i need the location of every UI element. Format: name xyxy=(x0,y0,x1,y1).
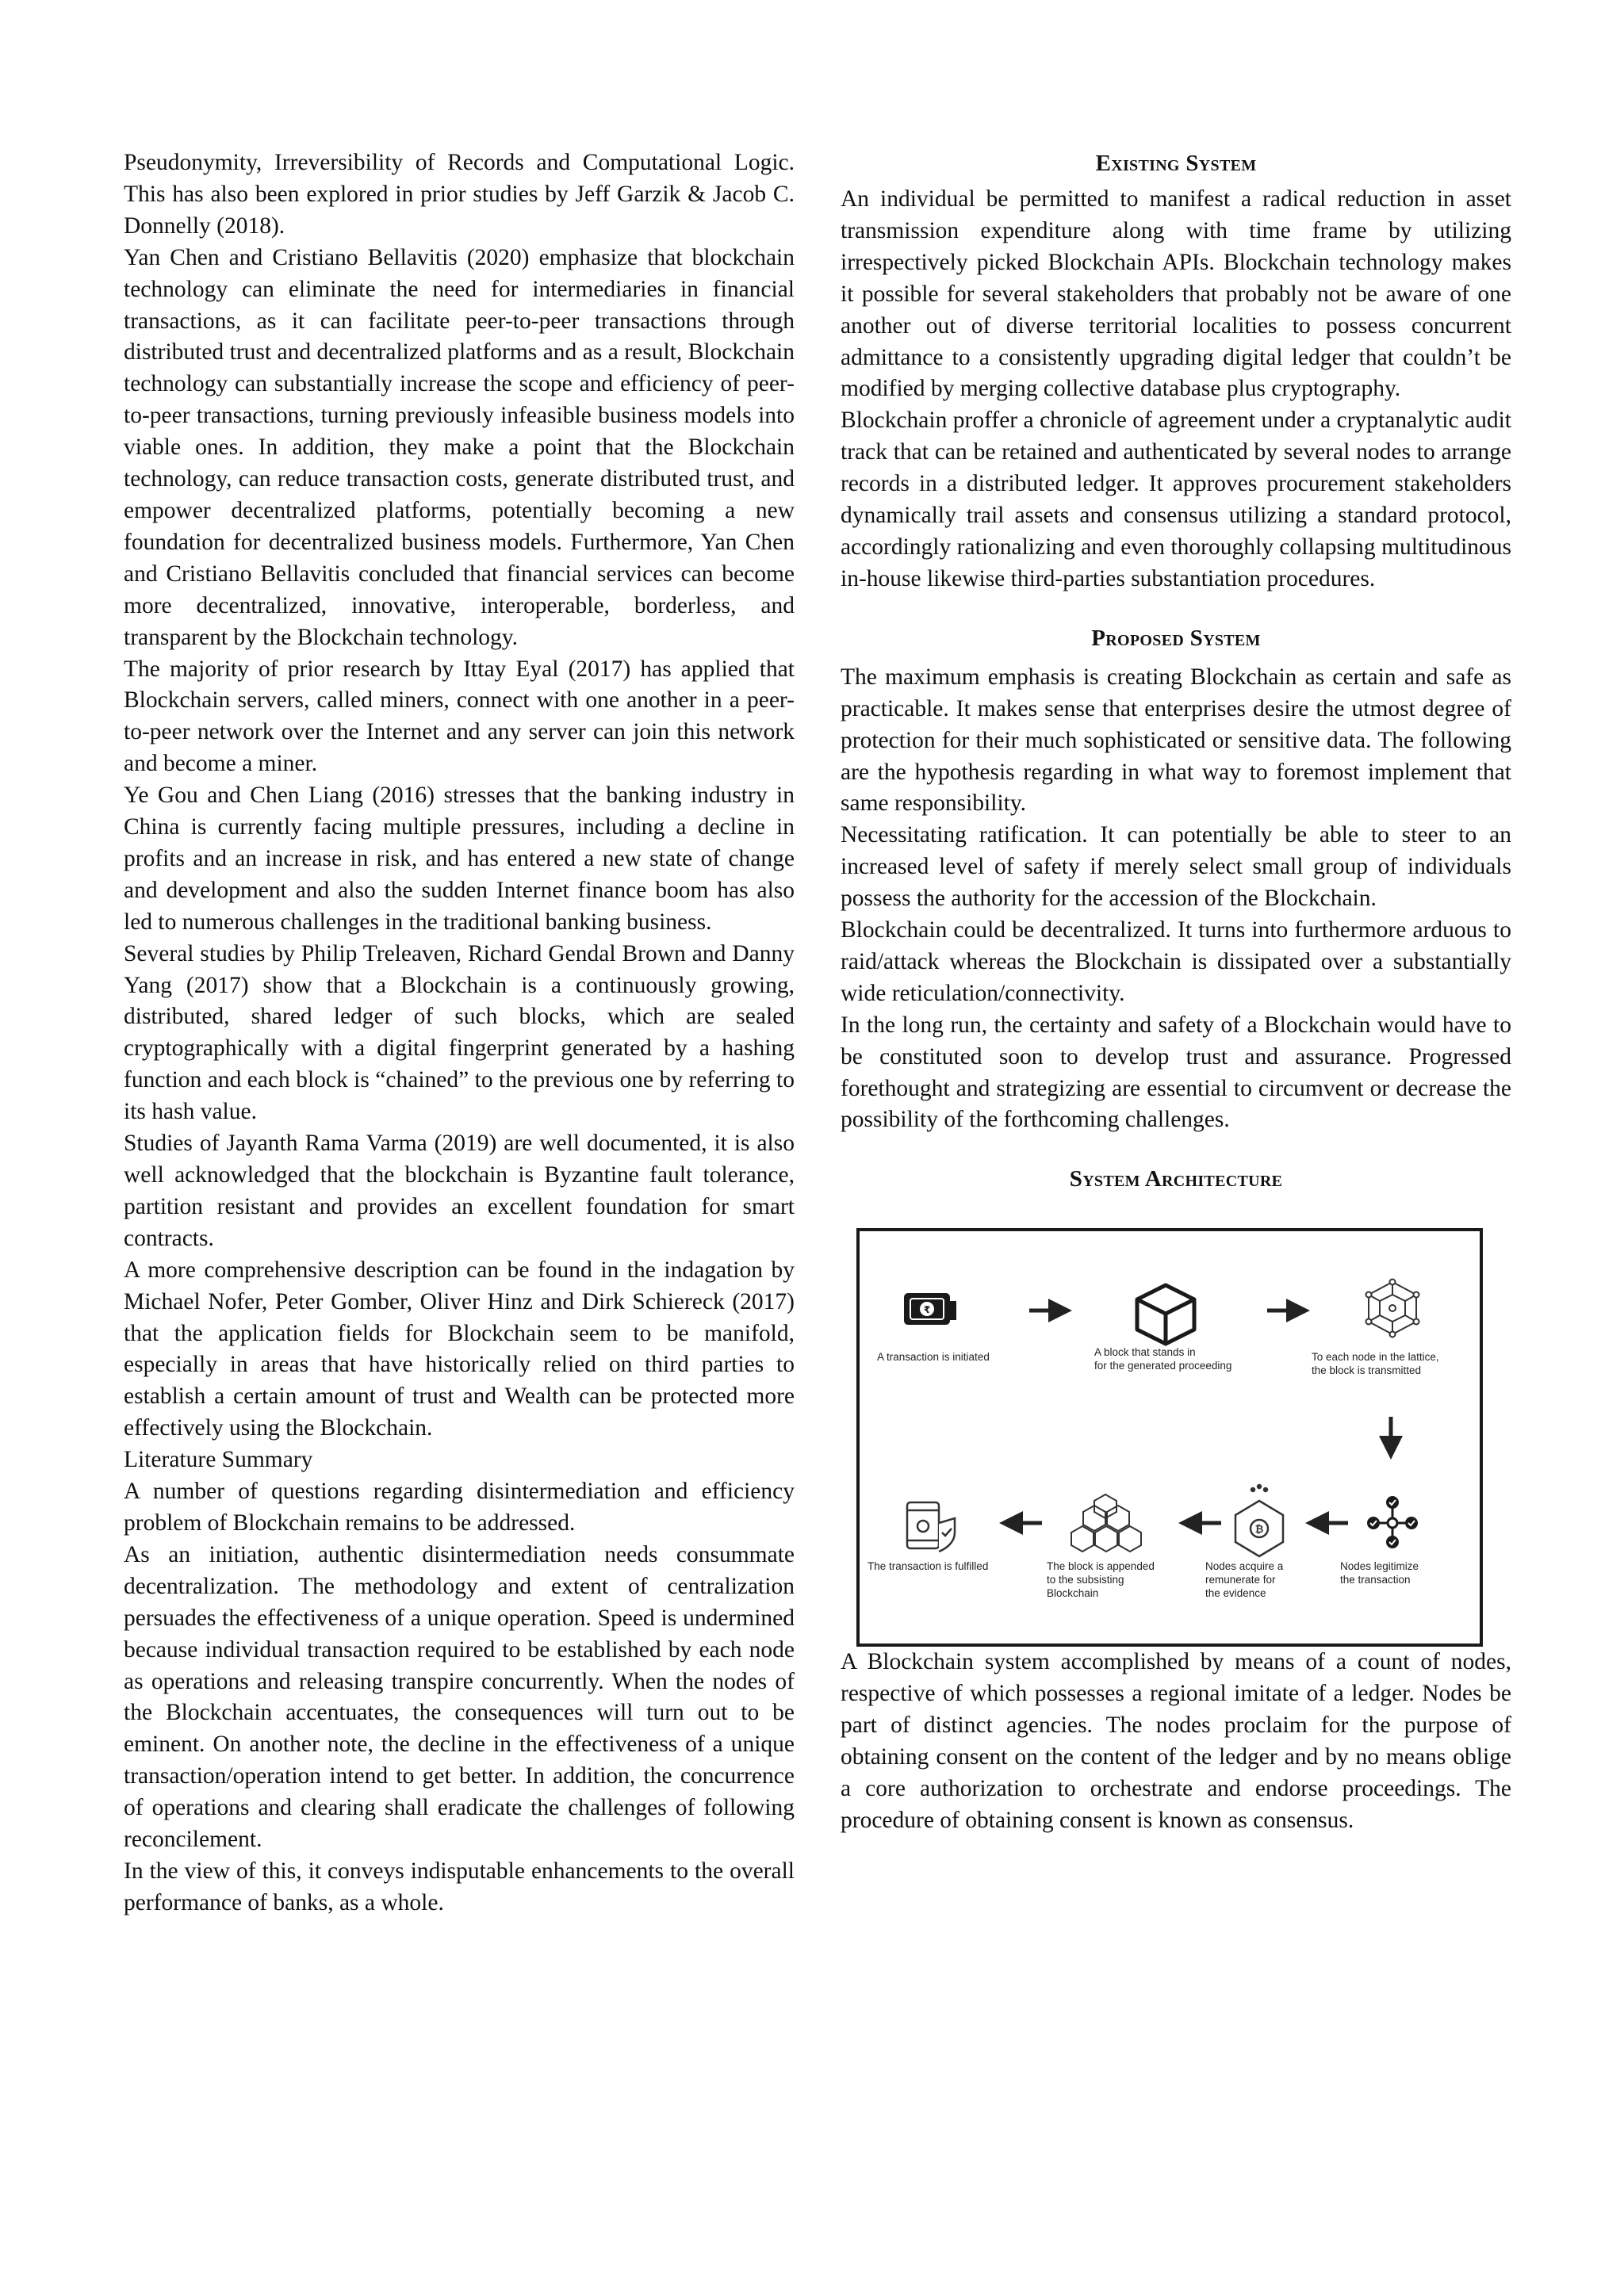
step-label-block-appended: The block is appended to the subsisting Blockchain xyxy=(1047,1560,1155,1600)
left-paragraph-4: Ye Gou and Chen Liang (2016) stresses that the banking industry in China is currently facing multiple pressures, including a decline in profits and an increase in risk, and has entered a new state of change and development and also the sudden Internet finance boom has also led to numerous challenges in the traditional banking business. xyxy=(124,783,795,935)
left-paragraph-7: A more comprehensive description can be found in the indagation by Michael Nofer, Peter Gomber, Oliver Hinz and Dirk Schiereck (2017) that the application fields for Blockchain seem to be manifold, especially in areas that have historically relied on third parties to establish a certain amount of trust and Wealth can be protected more effectively using the Blockchain. xyxy=(124,1257,795,1441)
step-label-nodes-reward: Nodes acquire a remunerate for the evidence xyxy=(1205,1560,1284,1600)
system-architecture-heading: System Architecture xyxy=(1069,1166,1283,1192)
existing-paragraph-2: Blockchain proffer a chronicle of agreement under a cryptanalytic audit track that can be retained and authenticated by several nodes to arrange records in a distributed ledger. It approves procurement stakeholders dynamically trail assets and consensus utilizing a standard protocol, accordingly rationalizing and even thoroughly collapsing multitudinous in-house likewise third-parties substantiation procedures. xyxy=(841,408,1511,591)
summary-paragraph-2: As an initiation, authentic disintermediation needs consummate decentralization. The methodology and extent of centralization persuades the effectiveness of a unique operation. Speed is undermined because individual transaction required to be established by each node as operations and releasing transpire concurrently. When the nodes of the Blockchain accentuates, the consequences will turn out to be eminent. On another note, the decline in the effectiveness of a unique transaction/operation intend to get better. In addition, the concurrence of operations and clearing shall eradicate the challenges of following reconcilement. xyxy=(124,1541,795,1853)
nodes-validate-icon xyxy=(1367,1496,1418,1548)
proposed-system-heading: Proposed System xyxy=(1091,625,1261,651)
left-paragraph-3: The majority of prior research by Ittay Eyal (2017) has applied that Blockchain servers, called miners, connect with one another in a peer-to-peer network over the Internet and any server can join this network and become a miner. xyxy=(124,656,795,777)
left-column xyxy=(124,147,795,1919)
step-label-nodes-legitimize: Nodes legitimize the transaction xyxy=(1340,1560,1419,1586)
existing-system-heading: Existing System xyxy=(1095,151,1257,176)
architecture-figure xyxy=(856,1228,1483,1647)
summary-paragraph-3: In the view of this, it conveys indisputable enhancements to the overall performance of banks, as a whole. xyxy=(124,1858,795,1915)
bitcoin-reward-icon xyxy=(1235,1485,1283,1556)
closing-paragraph: A Blockchain system accomplished by means of a count of nodes, respective of which possesses a regional imitate of a ledger. Nodes be part of distinct agencies. The nodes proclaim for the purpose of obtaining consent on the content of the ledger and by no means oblige a core authorization to orchestrate and endorse proceedings. The procedure of obtaining consent is known as consensus. xyxy=(841,1649,1511,1833)
existing-paragraph-1: An individual be permitted to manifest a radical reduction in asset transmission expenditure along with time frame by utilizing irrespectively picked Blockchain APIs. Blockchain technology makes it possible for several stakeholders that probably not be aware of one another out of diverse territorial localities to possess concurrent admittance to a consistently upgrading digital ledger that couldn’t be modified by merging collective database plus cryptography. xyxy=(841,186,1511,402)
left-paragraph-5: Several studies by Philip Treleaven, Richard Gendal Brown and Danny Yang (2017) show that a Blockchain is a continuously growing, distributed, shared ledger of such blocks, which are sealed cryptographically with a digital fingerprint generated by a hashing function and each block is “chained” to the previous one by referring to its hash value. xyxy=(124,940,795,1125)
summary-paragraph-1: A number of questions regarding disintermediation and efficiency problem of Blockchain remains to be addressed. xyxy=(124,1479,795,1536)
left-paragraph-2: Yan Chen and Cristiano Bellavitis (2020) emphasize that blockchain technology can eliminate the need for intermediaries in financial transactions, as it can facilitate peer-to-peer transactions through distributed trust and decentralized platforms and as a result, Blockchain technology can substantially increase the scope and efficiency of peer-to-peer transactions, turning previously infeasible business models into viable ones. In addition, they make a point that the Blockchain technology, can reduce transaction costs, generate distributed trust, and empower decentralized platforms, potentially becoming a new foundation for decentralized business models. Furthermore, Yan Chen and Cristiano Bellavitis concluded that financial services can become more decentralized, innovative, interoperable, borderless, and transparent by the Blockchain technology. xyxy=(124,244,795,650)
proposed-paragraph-3: Blockchain could be decentralized. It turns into furthermore arduous to raid/attack whereas the Blockchain is dissipated over a substantially wide reticulation/connectivity. xyxy=(841,917,1511,1006)
secure-payment-icon xyxy=(907,1502,955,1552)
step-label-transaction-initiated: A transaction is initiated xyxy=(877,1351,990,1364)
proposed-paragraph-2: Necessitating ratification. It can potentially be able to steer to an increased level of safety if merely select small group of individuals possess the authority for the accession of the Blockchain. xyxy=(841,822,1511,912)
step-label-block-transmitted: To each node in the lattice, the block is transmitted xyxy=(1312,1351,1439,1377)
cube-icon xyxy=(1137,1285,1194,1344)
proposed-paragraph-4: In the long run, the certainty and safety of a Blockchain would have to be constituted soon to develop trust and assurance. Progressed forethought and strategizing are essential to circumvent or decrease the possibility of the forthcoming challenges. xyxy=(841,1012,1511,1133)
proposed-paragraph-1: The maximum emphasis is creating Blockchain as certain and safe as practicable. It makes sense that enterprises desire the utmost degree of protection for their much sophisticated or sensitive data. The following are the hypothesis regarding in what way to foremost implement that same responsibility. xyxy=(841,664,1511,817)
left-paragraph-1: Pseudonymity, Irreversibility of Records and Computational Logic. This has also been explored in prior studies by Jeff Garzik & Jacob C. Donnelly (2018). xyxy=(124,150,795,239)
svg-text:₹: ₹ xyxy=(923,1304,931,1316)
svg-text:₿: ₿ xyxy=(1254,1524,1264,1536)
lattice-icon xyxy=(1366,1280,1419,1337)
step-label-block-generated: A block that stands in for the generated proceeding xyxy=(1094,1346,1232,1372)
step-label-transaction-fulfilled: The transaction is fulfilled xyxy=(868,1560,989,1573)
literature-summary-title: Literature Summary xyxy=(124,1447,313,1473)
left-paragraph-6: Studies of Jayanth Rama Varma (2019) are well documented, it is also well acknowledged that the blockchain is Byzantine fault tolerance, partition resistant and provides an excellent foundation for smart contracts. xyxy=(124,1131,795,1251)
right-column xyxy=(841,147,1511,1837)
banknote-icon xyxy=(904,1293,956,1325)
blockchain-icon xyxy=(1071,1494,1141,1552)
